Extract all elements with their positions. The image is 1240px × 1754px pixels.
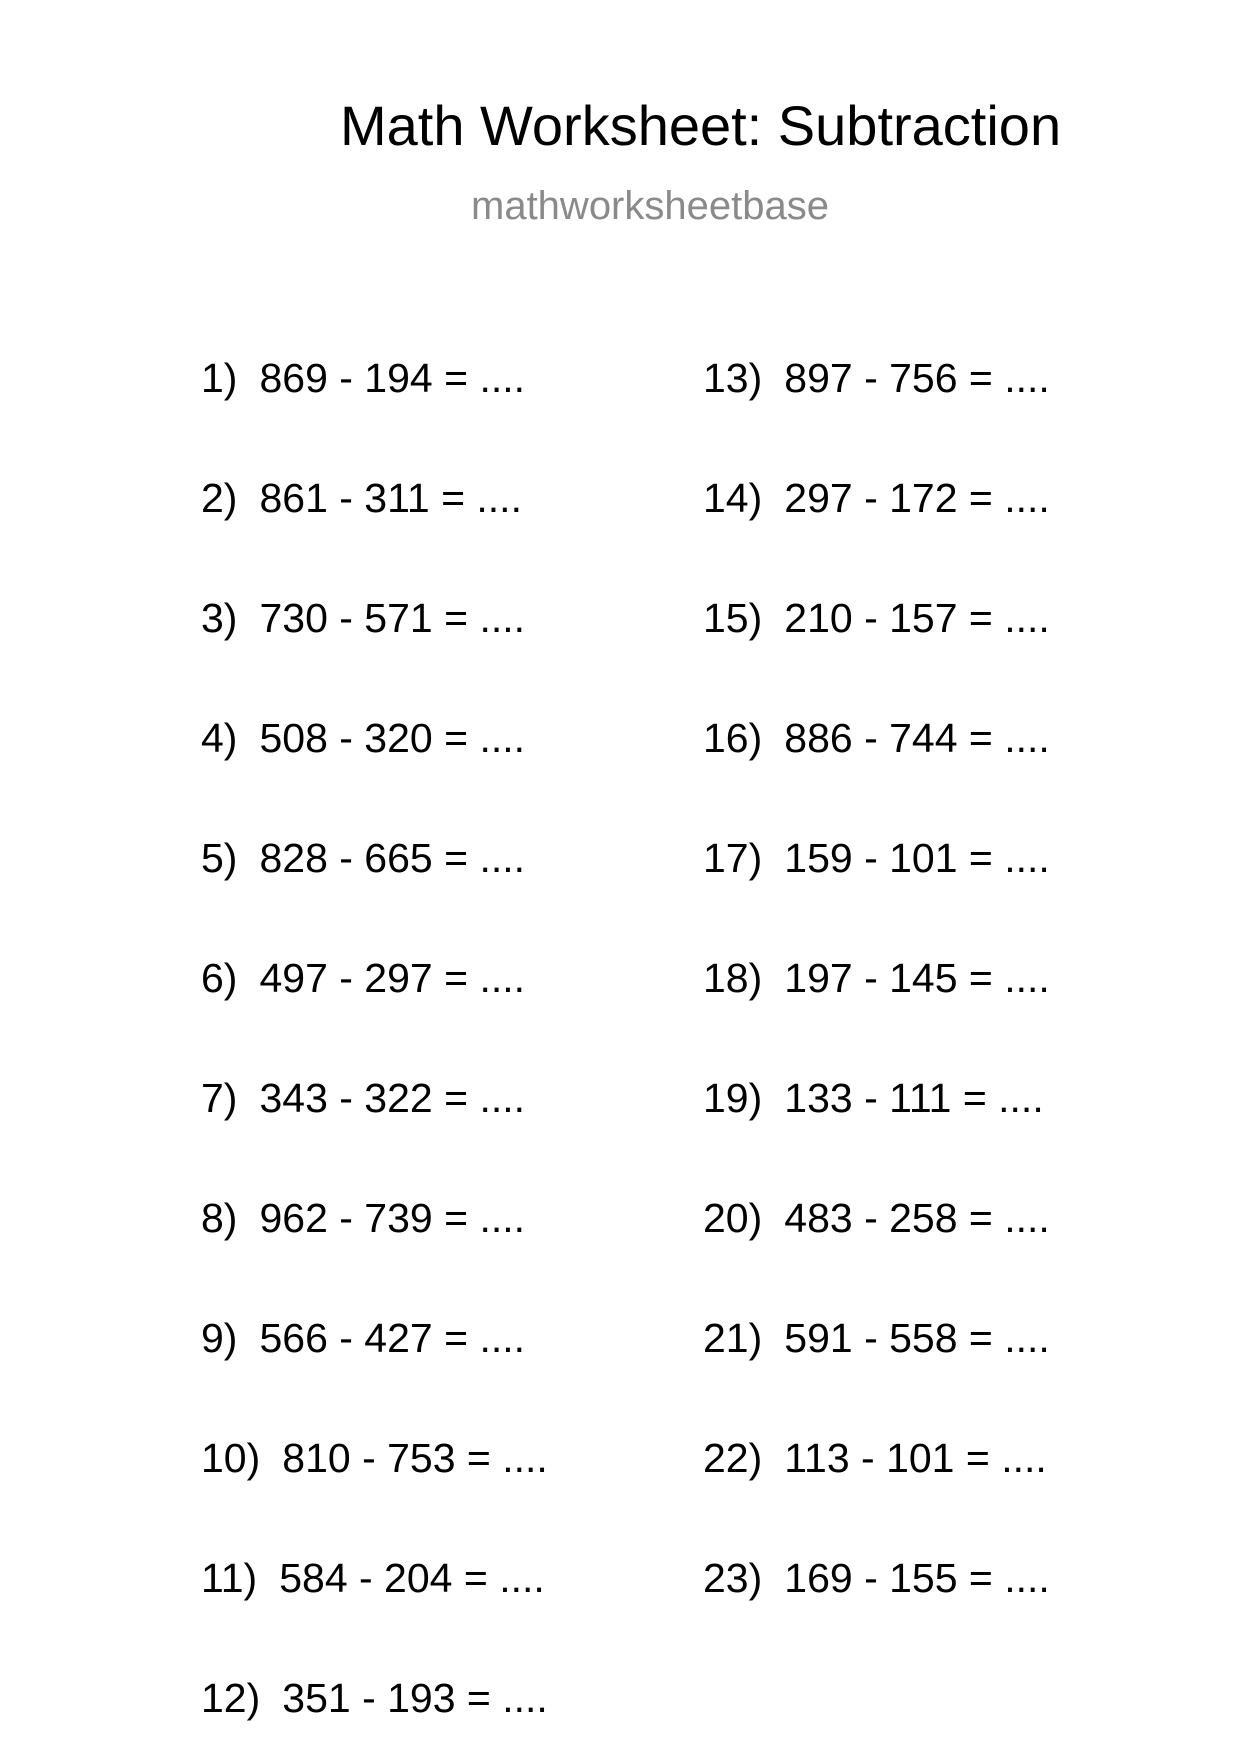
problem-expression: 133 - 111 = ....	[784, 1075, 1044, 1121]
problem-expression: 497 - 297 = ....	[259, 955, 526, 1001]
problem-expression: 566 - 427 = ....	[259, 1315, 526, 1361]
problem-number: 9)	[201, 1315, 238, 1361]
problem-item	[201, 1075, 526, 1121]
problem-expression: 897 - 756 = ....	[784, 355, 1050, 401]
problem-expression: 584 - 204 = ....	[279, 1555, 545, 1601]
problem-expression: 113 - 101 = ....	[784, 1435, 1047, 1481]
problem-expression: 861 - 311 = ....	[259, 475, 522, 521]
problem-item	[703, 1555, 1050, 1601]
problem-expression: 159 - 101 = ....	[784, 835, 1050, 881]
problem-item	[703, 1195, 1050, 1241]
problem-number: 15)	[703, 595, 763, 641]
problem-item	[201, 595, 526, 641]
problem-expression: 828 - 665 = ....	[259, 835, 526, 881]
problem-number: 7)	[201, 1075, 238, 1121]
problem-number: 8)	[201, 1195, 238, 1241]
problem-item	[703, 715, 1050, 761]
problem-number: 17)	[703, 835, 763, 881]
problem-item	[201, 1675, 548, 1721]
problem-expression: 169 - 155 = ....	[784, 1555, 1050, 1601]
problem-number: 1)	[201, 355, 238, 401]
problem-expression: 810 - 753 = ....	[282, 1435, 548, 1481]
problem-number: 19)	[703, 1075, 763, 1121]
problem-number: 4)	[201, 715, 238, 761]
problem-expression: 886 - 744 = ....	[784, 715, 1050, 761]
problem-expression: 483 - 258 = ....	[784, 1195, 1050, 1241]
problem-item	[201, 355, 526, 401]
problem-expression: 343 - 322 = ....	[259, 1075, 526, 1121]
problem-expression: 210 - 157 = ....	[784, 595, 1050, 641]
problem-number: 21)	[703, 1315, 763, 1361]
problem-item	[201, 715, 526, 761]
problem-expression: 508 - 320 = ....	[259, 715, 526, 761]
problem-number: 14)	[703, 475, 763, 521]
problem-number: 2)	[201, 475, 238, 521]
problem-item	[201, 1195, 526, 1241]
problem-item	[201, 835, 526, 881]
problem-number: 11)	[201, 1555, 258, 1601]
problem-item	[703, 355, 1050, 401]
problem-item	[201, 1435, 548, 1481]
problem-number: 22)	[703, 1435, 763, 1481]
problem-number: 3)	[201, 595, 238, 641]
problem-item	[703, 475, 1050, 521]
problem-item	[201, 955, 526, 1001]
problem-number: 23)	[703, 1555, 763, 1601]
problem-item	[703, 955, 1050, 1001]
problem-item	[201, 1555, 545, 1601]
problem-number: 10)	[201, 1435, 261, 1481]
problem-expression: 962 - 739 = ....	[259, 1195, 526, 1241]
problem-number: 16)	[703, 715, 763, 761]
problem-item	[703, 1315, 1050, 1361]
problem-expression: 730 - 571 = ....	[259, 595, 526, 641]
page-subtitle: mathworksheetbase	[471, 184, 829, 228]
problem-item	[703, 1435, 1047, 1481]
problem-expression: 869 - 194 = ....	[259, 355, 526, 401]
problem-item	[201, 475, 522, 521]
problem-number: 6)	[201, 955, 238, 1001]
problem-item	[201, 1315, 526, 1361]
problem-expression: 197 - 145 = ....	[784, 955, 1050, 1001]
problem-number: 5)	[201, 835, 238, 881]
problem-number: 13)	[703, 355, 763, 401]
problem-number: 18)	[703, 955, 763, 1001]
page-title: Math Worksheet: Subtraction	[340, 94, 1062, 157]
problem-item	[703, 835, 1050, 881]
problem-item	[703, 1075, 1044, 1121]
problem-expression: 591 - 558 = ....	[784, 1315, 1050, 1361]
problem-item	[703, 595, 1050, 641]
problem-expression: 351 - 193 = ....	[282, 1675, 548, 1721]
problem-expression: 297 - 172 = ....	[784, 475, 1050, 521]
problem-number: 20)	[703, 1195, 763, 1241]
problem-number: 12)	[201, 1675, 261, 1721]
